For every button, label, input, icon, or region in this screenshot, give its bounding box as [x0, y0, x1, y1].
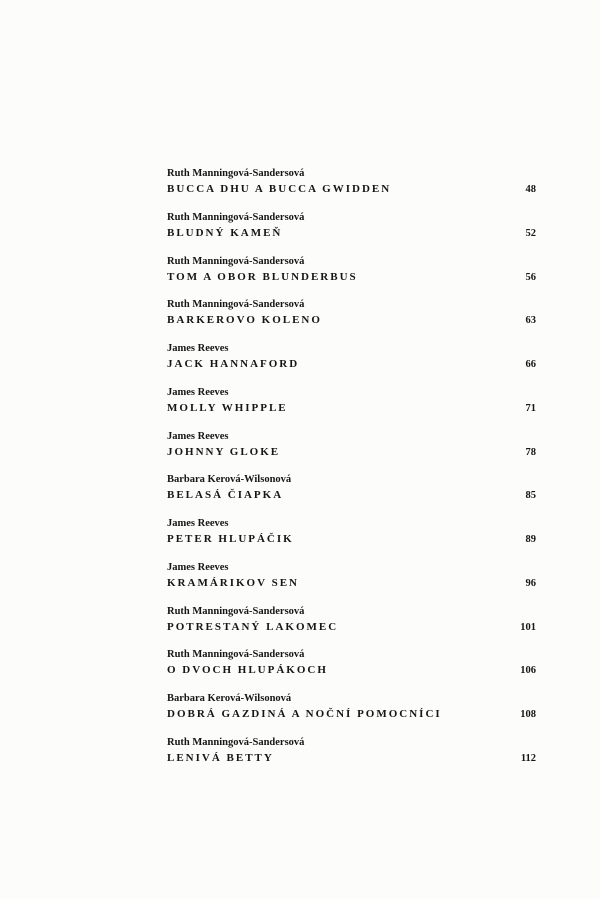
toc-entry: [167, 562, 539, 606]
entry-title: O DVOCH HLUPÁKOCH: [167, 664, 328, 677]
entry-page-number: 85: [525, 490, 536, 502]
entry-title: KRAMÁRIKOV SEN: [167, 576, 300, 589]
entry-title: BELASÁ ČIAPKA: [167, 489, 284, 502]
entry-title: BARKEROVO KOLENO: [167, 314, 322, 327]
entry-author: Ruth Manningová-Sandersová: [167, 211, 305, 223]
entry-author: Barbara Kerová-Wilsonová: [167, 474, 292, 486]
entry-title: PETER HLUPÁČIK: [167, 533, 294, 545]
entry-page-number: 78: [525, 446, 536, 458]
entry-author: James Reeves: [167, 430, 229, 442]
toc-entry: [167, 299, 539, 343]
entry-title: TOM A OBOR BLUNDERBUS: [167, 270, 358, 283]
entry-page-number: 112: [520, 752, 536, 764]
entry-title: POTRESTANÝ LAKOMEC: [167, 620, 339, 633]
entry-page-number: 56: [525, 271, 536, 283]
entry-page-number: 48: [525, 184, 536, 195]
toc-entry: [167, 606, 539, 650]
entry-page-number: 101: [520, 621, 536, 633]
entry-author: Barbara Kerová-Wilsonová: [167, 693, 292, 704]
toc-entry: [167, 431, 539, 475]
entry-title: MOLLY WHIPPLE: [167, 401, 288, 414]
table-of-contents: [167, 168, 539, 781]
toc-entry: [167, 387, 539, 431]
entry-author: Ruth Manningová-Sandersová: [167, 649, 305, 661]
toc-entry: [167, 474, 539, 518]
entry-author: James Reeves: [167, 386, 229, 398]
entry-author: Ruth Manningová-Sandersová: [167, 299, 305, 311]
entry-page-number: 52: [525, 227, 536, 239]
entry-page-number: 71: [525, 402, 536, 414]
entry-page-number: 89: [525, 534, 536, 545]
toc-entry: [167, 737, 539, 781]
entry-author: Ruth Manningová-Sandersová: [167, 168, 305, 179]
entry-title: JOHNNY GLOKE: [167, 445, 281, 458]
entry-page-number: 66: [525, 359, 536, 370]
entry-author: Ruth Manningová-Sandersová: [167, 255, 305, 267]
toc-entry: [167, 212, 539, 256]
entry-page-number: 96: [525, 577, 536, 589]
entry-title: BLUDNÝ KAMEŇ: [167, 226, 283, 239]
entry-author: James Reeves: [167, 343, 229, 354]
toc-entry: [167, 518, 539, 562]
entry-page-number: 108: [520, 709, 536, 720]
entry-author: Ruth Manningová-Sandersová: [167, 605, 305, 617]
entry-author: Ruth Manningová-Sandersová: [167, 736, 305, 748]
entry-title: LENIVÁ BETTY: [167, 751, 274, 764]
toc-entry: [167, 256, 539, 300]
toc-entry: [167, 343, 539, 387]
toc-entry: [167, 649, 539, 693]
toc-entry: [167, 168, 539, 212]
entry-author: James Reeves: [167, 518, 229, 529]
entry-title: DOBRÁ GAZDINÁ A NOČNÍ POMOCNÍCI: [167, 708, 442, 720]
entry-title: BUCCA DHU A BUCCA GWIDDEN: [167, 183, 392, 195]
entry-author: James Reeves: [167, 561, 229, 573]
entry-page-number: 106: [520, 665, 536, 677]
toc-entry: [167, 693, 539, 737]
entry-title: JACK HANNAFORD: [167, 358, 300, 370]
entry-page-number: 63: [525, 315, 536, 327]
